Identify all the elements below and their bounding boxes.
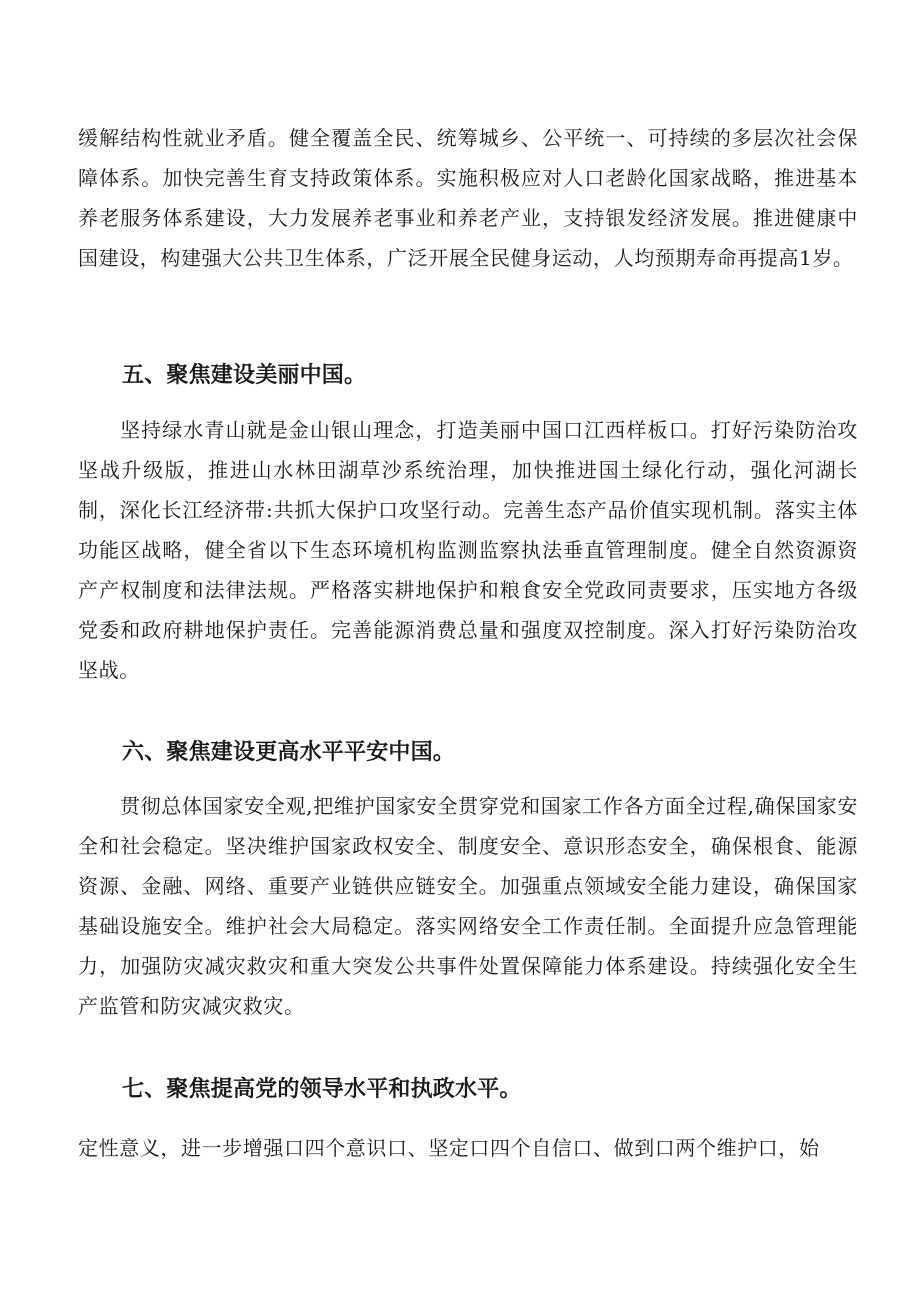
section-heading-7: 七、聚焦提高党的领导水平和执政水平。 (122, 1077, 522, 1102)
paragraph-social-security: 缓解结构性就业矛盾。健全覆盖全民、统筹城乡、公平统一、可持续的多层次社会保障体系。加快完善生育支持政策体系。实施积极应对人口老龄化国家战略，推进基本养老服务体系建设，大力发展养老事业和养老产业，支持银发经济发展。推进健康中国建设，构建强大公共卫生体系，广泛开展全民健身运动，人均预期寿命再提高1岁。 (78, 126, 858, 270)
paragraph-party-leadership: 定性意义，进一步增强口四个意识口、坚定口四个自信口、做到口两个维护口，始 (78, 1136, 820, 1160)
paragraph-beautiful-china: 坚持绿水青山就是金山银山理念，打造美丽中国口江西样板口。打好污染防治攻坚战升级版，推进山水林田湖草沙系统治理，加快推进国土绿化行动，强化河湖长制，深化长江经济带:共抓大保护口攻坚行动。完善生态产品价值实现机制。落实主体功能区战略，健全省以下生态环境机构监测监察执法垂直管理制度。健全自然资源资产产权制度和法律法规。严格落实耕地保护和粮食安全党政同责要求，压实地方各级党委和政府耕地保护责任。完善能源消费总量和强度双控制度。深入打好污染防治攻坚战。 (78, 418, 858, 682)
section-heading-5: 五、聚焦建设美丽中国。 (122, 363, 367, 388)
paragraph-safe-china: 贯彻总体国家安全观,把维护国家安全贯穿党和国家工作各方面全过程,确保国家安全和社会稳定。坚决维护国家政权安全、制度安全、意识形态安全，确保根食、能源资源、金融、网络、重要产业链供应链安全。加强重点领域安全能力建设，确保国家基础设施安全。维护社会大局稳定。落实网络安全工作责任制。全面提升应急管理能力，加强防灾减灾救灾和重大突发公共事件处置保障能力体系建设。持续强化安全生产监管和防灾减灾救灾。 (78, 794, 858, 1018)
section-heading-6: 六、聚焦建设更高水平平安中国。 (122, 740, 456, 765)
